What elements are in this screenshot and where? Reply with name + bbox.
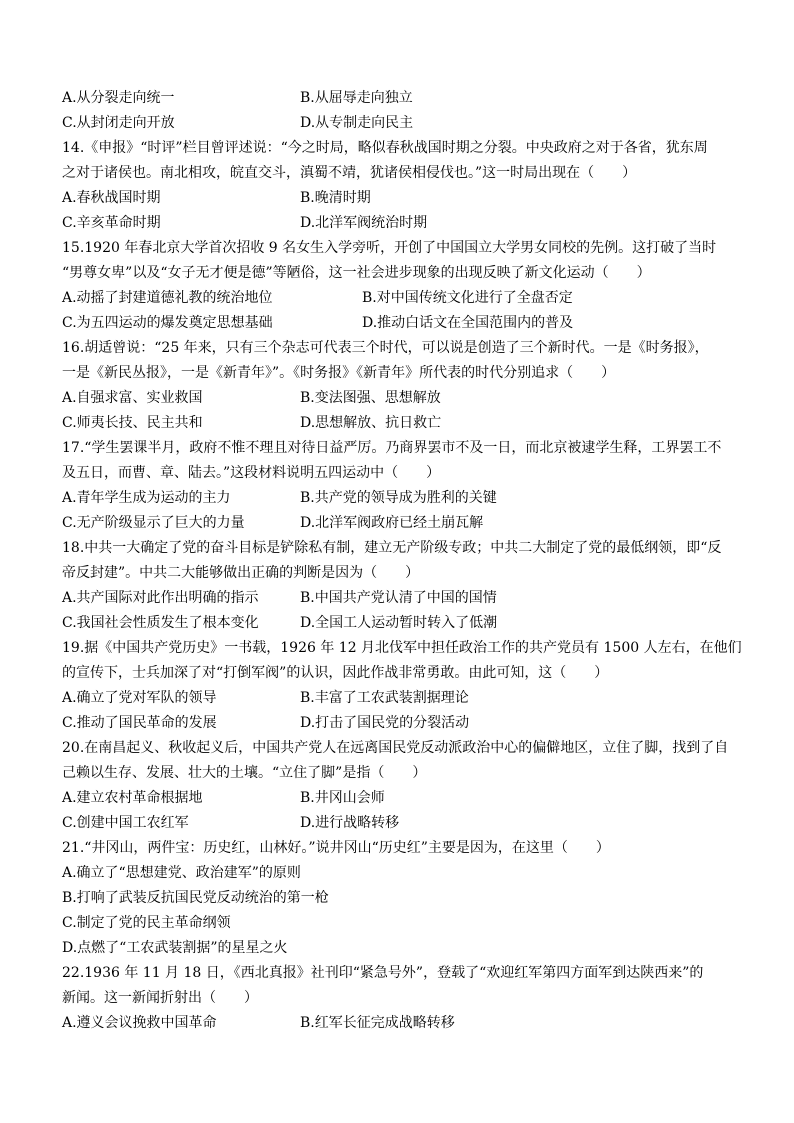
- pre-options-row-2: [62, 111, 732, 136]
- question-20-options-row-2: [62, 811, 732, 836]
- question-20-options-row-1: [62, 786, 732, 811]
- option-b[interactable]: B.打响了武装反抗国民党反动统治的第一枪: [62, 890, 329, 906]
- question-15-options-row-1: [62, 286, 732, 311]
- option-a[interactable]: A.确立了党对军队的领导: [62, 690, 217, 706]
- question-16-options-row-1: [62, 386, 732, 411]
- option-a[interactable]: A.遵义会议挽救中国革命: [62, 1015, 217, 1031]
- option-a[interactable]: A.春秋战国时期: [62, 190, 161, 206]
- option-c[interactable]: C.辛亥革命时期: [62, 215, 161, 231]
- question-18-text: 18.中共一大确定了党的奋斗目标是铲除私有制，建立无产阶级专政；中共二大制定了党的最低纲领，即“反: [62, 540, 722, 556]
- question-18-text-cont: 帝反封建”。中共二大能够做出正确的判断是因为（ ）: [62, 565, 420, 581]
- question-14-text-cont: 之对于诸侯也。南北相攻，皖直交斗，滇蜀不靖，犹诸侯相侵伐也。”这一时局出现在（ ）: [62, 165, 637, 181]
- pre-options-row-1: [62, 86, 732, 111]
- option-d[interactable]: D.思想解放、抗日救亡: [300, 415, 442, 431]
- option-d[interactable]: D.全国工人运动暂时转入了低潮: [300, 615, 498, 631]
- option-d[interactable]: D.进行战略转移: [300, 815, 400, 831]
- exam-page: [62, 86, 742, 1036]
- question-22-text: 22.1936 年 11 月 18 日，《西北真报》社刊印“紧急号外”，登载了“欢迎红军第四方面军到达陕西来”的: [62, 965, 704, 981]
- question-16-options-row-2: [62, 411, 732, 436]
- option-b[interactable]: B.红军长征完成战略转移: [300, 1015, 455, 1031]
- option-d[interactable]: D.推动白话文在全国范围内的普及: [362, 315, 574, 331]
- option-a[interactable]: A.青年学生成为运动的主力: [62, 490, 231, 506]
- question-17-options-row-2: [62, 511, 732, 536]
- option-a[interactable]: A.从分裂走向统一: [62, 90, 175, 106]
- option-b[interactable]: B.共产党的领导成为胜利的关键: [300, 490, 497, 506]
- option-a[interactable]: A.动摇了封建道德礼教的统治地位: [62, 290, 273, 306]
- option-c[interactable]: C.从封闭走向开放: [62, 115, 175, 131]
- option-b[interactable]: B.从屈辱走向独立: [300, 90, 413, 106]
- question-15-options-row-2: [62, 311, 732, 336]
- option-a[interactable]: A.共产国际对此作出明确的指示: [62, 590, 259, 606]
- option-c[interactable]: C.为五四运动的爆发奠定思想基础: [62, 315, 273, 331]
- question-14-options-row-2: [62, 211, 732, 236]
- option-a[interactable]: A.自强求富、实业救国: [62, 390, 203, 406]
- question-19-text: 19.据《中国共产党历史》一书载，1926 年 12 月北伐军中担任政治工作的共产党员有 1500 人左右，在他们: [62, 640, 742, 656]
- option-d[interactable]: D.北洋军阀统治时期: [300, 215, 428, 231]
- option-b[interactable]: B.晚清时期: [300, 190, 371, 206]
- option-c[interactable]: C.制定了党的民主革命纲领: [62, 915, 231, 931]
- option-c[interactable]: C.推动了国民革命的发展: [62, 715, 217, 731]
- question-16-text-cont: 一是《新民丛报》，一是《新青年》”。《时务报》《新青年》所代表的时代分别追求（ ）: [62, 365, 616, 381]
- option-d[interactable]: D.北洋军阀政府已经土崩瓦解: [300, 515, 484, 531]
- question-20-text: 20.在南昌起义、秋收起义后，中国共产党人在远离国民党反动派政治中心的偏僻地区，立住了脚，找到了自: [62, 740, 729, 756]
- question-19-options-row-2: [62, 711, 732, 736]
- question-17-text: 17.“学生罢课半月，政府不惟不理且对待日益严厉。乃商界罢市不及一日，而北京被逮学生释，工界罢工不: [62, 440, 722, 456]
- question-21-text: 21.“井冈山，两件宝：历史红，山林好。”说井冈山“历史红”主要是因为，在这里（ ）: [62, 840, 610, 856]
- option-d[interactable]: D.点燃了“工农武装割据”的星星之火: [62, 940, 288, 956]
- question-18-options-row-1: [62, 586, 732, 611]
- question-14-options-row-1: [62, 186, 732, 211]
- question-19-text-cont: 的宣传下，士兵加深了对“打倒军阀”的认识，因此作战非常勇敢。由此可知，这（ ）: [62, 665, 609, 681]
- option-b[interactable]: B.丰富了工农武装割据理论: [300, 690, 469, 706]
- option-b[interactable]: B.变法图强、思想解放: [300, 390, 441, 406]
- question-15-text-cont: “男尊女卑”以及“女子无才便是德”等陋俗，这一社会进步现象的出现反映了新文化运动（ ）: [62, 265, 651, 281]
- option-b[interactable]: B.井冈山会师: [300, 790, 385, 806]
- option-b[interactable]: B.对中国传统文化进行了全盘否定: [362, 290, 573, 306]
- question-22-options-row-1: [62, 1011, 732, 1036]
- option-a[interactable]: A.确立了“思想建党、政治建军”的原则: [62, 865, 301, 881]
- question-22-text-cont: 新闻。这一新闻折射出（ ）: [62, 990, 258, 1006]
- option-c[interactable]: C.师夷长技、民主共和: [62, 415, 203, 431]
- option-b[interactable]: B.中国共产党认清了中国的国情: [300, 590, 497, 606]
- option-a[interactable]: A.建立农村革命根据地: [62, 790, 203, 806]
- question-14-text: 14.《申报》“时评”栏目曾评述说：“今之时局，略似春秋战国时期之分裂。中央政府之对于各省，犹东周: [62, 140, 708, 156]
- option-d[interactable]: D.从专制走向民主: [300, 115, 414, 131]
- question-20-text-cont: 己赖以生存、发展、壮大的土壤。“立住了脚”是指（ ）: [62, 765, 427, 781]
- question-18-options-row-2: [62, 611, 732, 636]
- question-16-text: 16.胡适曾说：“25 年来，只有三个杂志可代表三个时代，可以说是创造了三个新时代。一是《时务报》，: [62, 340, 709, 356]
- question-17-options-row-1: [62, 486, 732, 511]
- question-17-text-cont: 及五日，而曹、章、陆去。”这段材料说明五四运动中（ ）: [62, 465, 441, 481]
- option-d[interactable]: D.打击了国民党的分裂活动: [300, 715, 470, 731]
- option-c[interactable]: C.我国社会性质发生了根本变化: [62, 615, 259, 631]
- option-c[interactable]: C.无产阶级显示了巨大的力量: [62, 515, 245, 531]
- option-c[interactable]: C.创建中国工农红军: [62, 815, 189, 831]
- question-15-text: 15.1920 年春北京大学首次招收 9 名女生入学旁听，开创了中国国立大学男女同校的先例。这打破了当时: [62, 240, 717, 256]
- question-19-options-row-1: [62, 686, 732, 711]
